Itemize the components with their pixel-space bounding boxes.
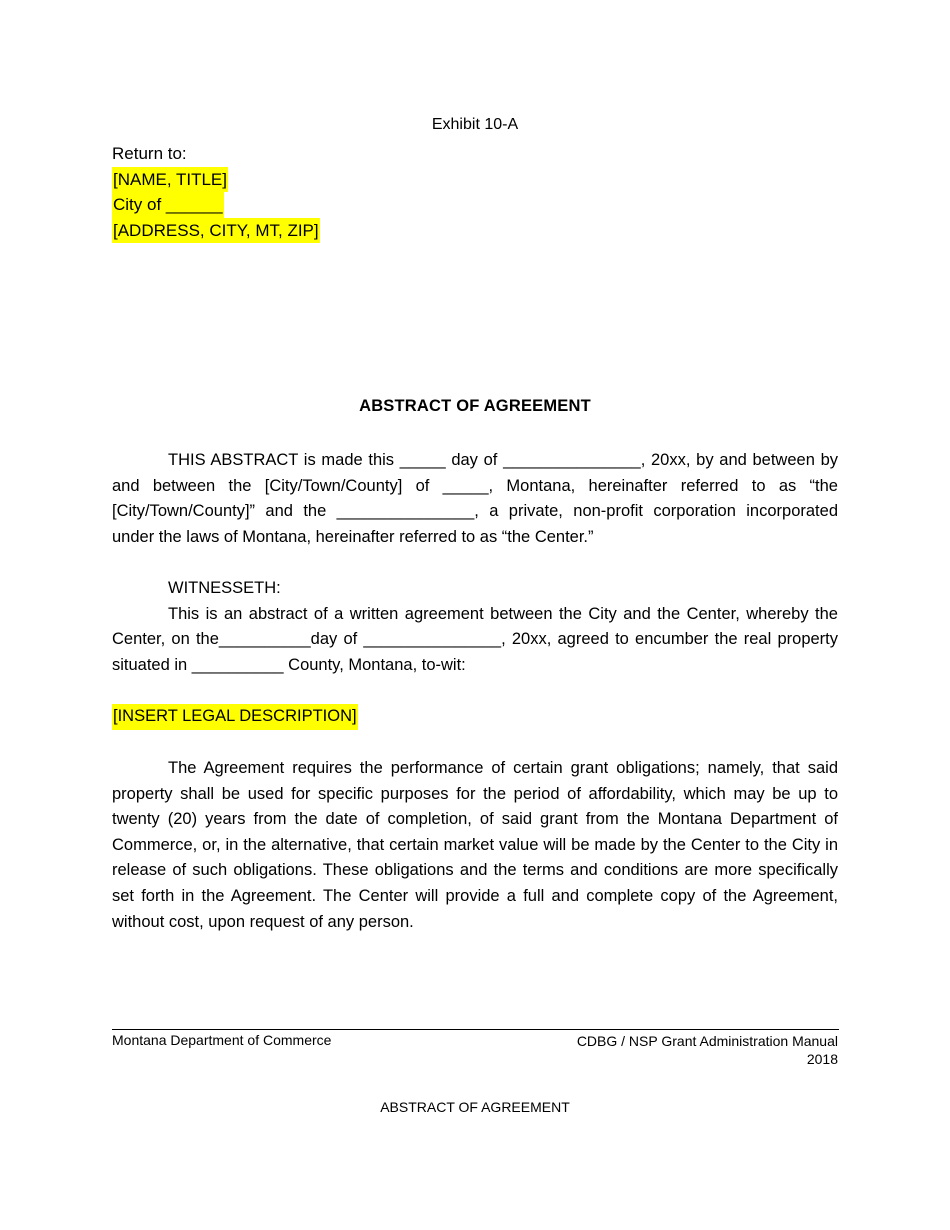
paragraph-obligations: The Agreement requires the performance of certain grant obligations; namely, that said property shall be used for specific purposes for the period of affordability, which may be up to twenty (20) years from the date of completion, of said grant from the Montana Department of Commerce, or, in the alternative, that certain market value will be made by the Center to the City in release of such obligations. These obligations and the terms and conditions are more specifically set forth in the Agreement. The Center will provide a full and complete copy of the Agreement, without cost, upon request of any person. [112, 759, 838, 931]
witnesseth-label: WITNESSETH: [168, 579, 281, 597]
witnesseth-section [112, 576, 838, 678]
exhibit-label: Exhibit 10-A [431, 116, 519, 133]
return-to-label: Return to: [112, 144, 187, 163]
return-name-title: [NAME, TITLE] [112, 167, 228, 193]
footer-divider [112, 1029, 839, 1030]
footer-department: Montana Department of Commerce [112, 1032, 332, 1048]
legal-description: [INSERT LEGAL DESCRIPTION] [112, 704, 358, 730]
document-title: ABSTRACT OF AGREEMENT [359, 397, 591, 415]
return-to-block [112, 141, 320, 243]
paragraph-abstract: This is an abstract of a written agreement between the City and the Center, whereby the Center, on the__________day of _______________, 20xx, agreed to encumber the real property situated in __________ County, Montana, to-wit: [112, 604, 838, 674]
paragraph-parties: THIS ABSTRACT is made this _____ day of _______________, 20xx, by and between by and between the [City/Town/County] of _____, Montana, hereinafter referred to as “the [City/Town/County]” and the _______________, a private, non-profit corporation incorporated under the laws of Montana, hereinafter referred to as “the Center.” [112, 451, 838, 546]
footer-page-label: ABSTRACT OF AGREEMENT [380, 1099, 570, 1115]
footer-manual-title: CDBG / NSP Grant Administration Manual [576, 1033, 838, 1049]
legal-description-block [112, 704, 838, 730]
return-address: [ADDRESS, CITY, MT, ZIP] [112, 218, 320, 244]
footer-manual [577, 1032, 838, 1068]
return-city: City of ______ [112, 192, 224, 218]
footer-year: 2018 [806, 1051, 838, 1067]
